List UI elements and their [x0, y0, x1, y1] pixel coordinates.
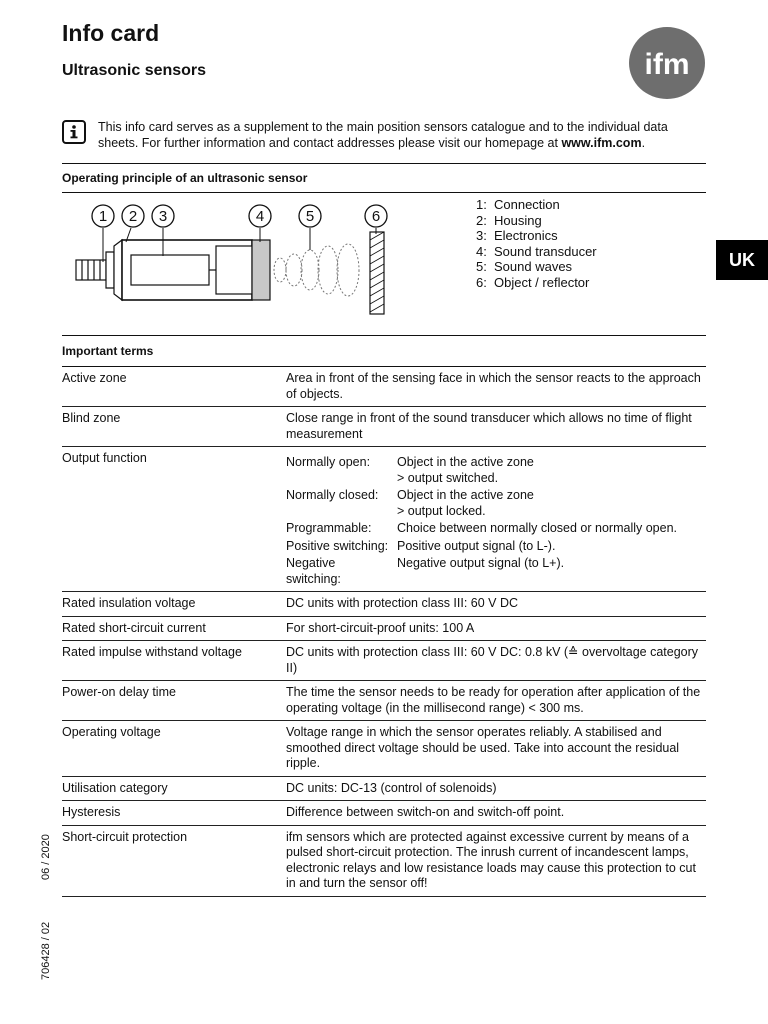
table-row	[62, 407, 706, 447]
of-value: Object in the active zone > output switched.	[397, 455, 534, 485]
page-title: Info card	[62, 20, 160, 46]
definition-cell: ifm sensors which are protected against excessive current by means of a pulsed short-circuit protection. The inrush current of incandescent lamps, electronic relays and low resistance loads may cause this protection to cut in and turn the sensor off!	[286, 825, 706, 896]
document-code: 706428 / 02	[40, 921, 52, 980]
principle-section-title: Operating principle of an ultrasonic sensor	[62, 171, 308, 185]
region-tab: UK	[716, 240, 768, 280]
table-row	[62, 447, 706, 592]
callout-1: 1	[98, 208, 108, 225]
intro-text	[98, 120, 708, 151]
page-subtitle: Ultrasonic sensors	[62, 62, 207, 79]
term-cell: Rated impulse withstand voltage	[62, 641, 286, 681]
term-cell: Active zone	[62, 367, 286, 407]
diagram-legend	[476, 197, 597, 290]
table-row	[62, 681, 706, 721]
definition-cell: For short-circuit-proof units: 100 A	[286, 616, 706, 641]
term-cell: Utilisation category	[62, 776, 286, 801]
terms-section-title: Important terms	[62, 344, 154, 358]
table-row	[62, 367, 706, 407]
website-link[interactable]: www.ifm.com	[561, 135, 642, 150]
of-value: Positive output signal (to L-).	[397, 538, 556, 553]
of-value: Choice between normally closed or normally open.	[397, 521, 678, 535]
definition-cell: DC units with protection class III: 60 V DC: 0.8 kV (≙ overvoltage category II)	[286, 641, 706, 681]
table-row	[62, 592, 706, 617]
callout-5: 5	[305, 208, 315, 225]
of-label: Normally closed:	[286, 488, 379, 502]
legend-item: 3: Electronics	[476, 228, 558, 243]
of-value: Object in the active zone > output locked.	[397, 488, 534, 518]
callout-3: 3	[158, 208, 168, 225]
term-cell: Output function	[62, 447, 286, 592]
callout-4: 4	[255, 208, 265, 225]
logo-text: ifm	[644, 48, 690, 81]
term-cell: Blind zone	[62, 407, 286, 447]
definition-cell: Voltage range in which the sensor operates reliably. A stabilised and smoothed direct voltage should be used. Take into account the residual ripple.	[286, 721, 706, 777]
term-cell: Power-on delay time	[62, 681, 286, 721]
table-row	[62, 721, 706, 777]
legend-item: 1: Connection	[476, 197, 560, 212]
legend-item: 6: Object / reflector	[476, 274, 590, 290]
of-label: Positive switching:	[286, 538, 389, 553]
table-row	[62, 616, 706, 641]
divider	[62, 335, 706, 336]
divider	[62, 192, 706, 193]
definition-cell: Difference between switch-on and switch-off point.	[286, 801, 706, 826]
term-cell: Operating voltage	[62, 721, 286, 777]
ifm-logo	[628, 26, 706, 100]
of-label: Normally open:	[286, 455, 371, 469]
ultrasonic-sensor-diagram	[66, 200, 396, 320]
definition-cell: DC units: DC-13 (control of solenoids)	[286, 776, 706, 801]
term-cell: Rated short-circuit current	[62, 616, 286, 641]
definition-cell: The time the sensor needs to be ready for operation after application of the operating voltage (in the millisecond range) < 300 ms.	[286, 681, 706, 721]
divider	[62, 163, 706, 164]
legend-item: 2: Housing	[476, 212, 542, 228]
terms-table	[62, 366, 706, 897]
callout-6: 6	[371, 208, 381, 225]
term-cell: Hysteresis	[62, 801, 286, 826]
of-label: Programmable:	[286, 521, 372, 535]
output-function-cell	[286, 447, 706, 592]
callout-2: 2	[128, 208, 138, 225]
legend-item: 4: Sound transducer	[476, 243, 597, 259]
table-row	[62, 776, 706, 801]
intro-text-part1: This info card serves as a supplement to the main position sensors catalogue and to the individual data sheets. For further information and contact addresses please visit our homepage at	[98, 120, 668, 150]
term-cell: Short-circuit protection	[62, 825, 286, 896]
table-row	[62, 801, 706, 826]
table-row	[62, 641, 706, 681]
of-value: Negative output signal (to L+).	[397, 556, 565, 570]
term-cell: Rated insulation voltage	[62, 592, 286, 617]
definition-cell: Area in front of the sensing face in which the sensor reacts to the approach of objects.	[286, 367, 706, 407]
legend-item: 5: Sound waves	[476, 259, 573, 274]
definition-cell: DC units with protection class III: 60 V DC	[286, 592, 706, 617]
info-icon	[62, 120, 86, 144]
intro-text-part2: .	[641, 135, 646, 150]
table-row	[62, 825, 706, 896]
definition-cell: Close range in front of the sound transducer which allows no time of flight measurement	[286, 407, 706, 447]
document-date: 06 / 2020	[40, 834, 52, 880]
of-label: Negative switching:	[286, 556, 341, 586]
